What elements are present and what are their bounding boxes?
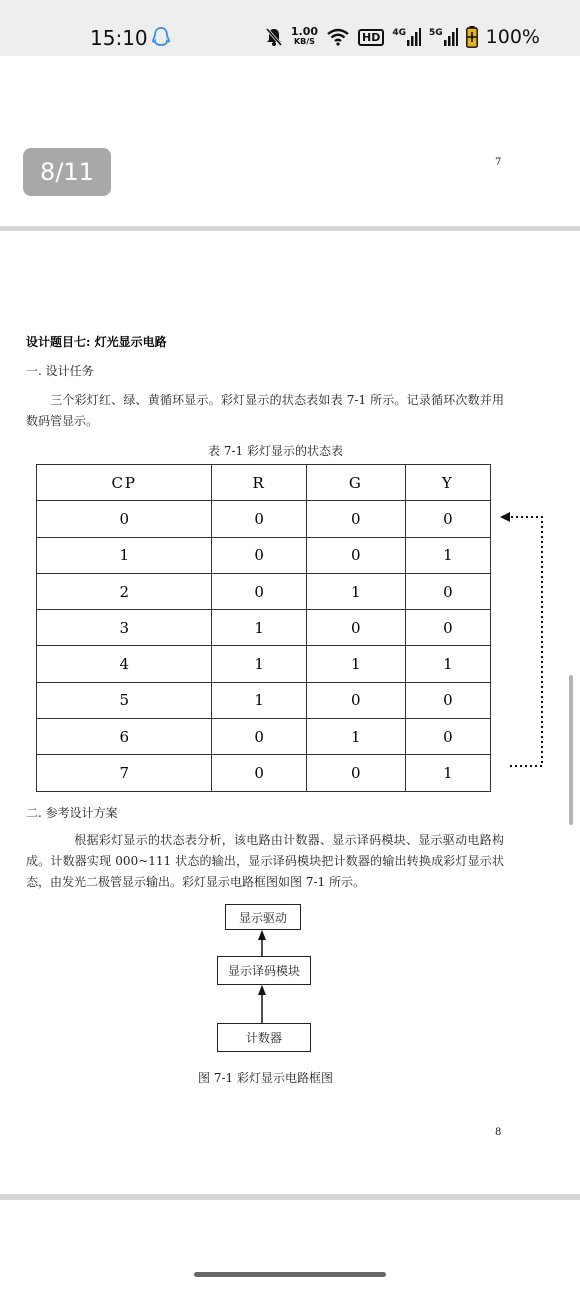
table-header-g: G <box>306 465 405 501</box>
table-row <box>37 610 491 646</box>
table-cell: 5 <box>37 682 212 718</box>
diagram-box-display-driver: 显示驱动 <box>225 904 301 930</box>
table-cell: 1 <box>405 755 490 791</box>
table-cell: 3 <box>37 610 212 646</box>
network-speed <box>291 27 318 47</box>
table-cell: 1 <box>37 537 212 573</box>
table-cell: 1 <box>405 646 490 682</box>
table-header-r: R <box>212 465 306 501</box>
battery-percent: 100% <box>485 26 540 48</box>
table-cell: 0 <box>405 573 490 609</box>
table-row <box>37 573 491 609</box>
diagram-caption: 图 7-1 彩灯显示电路框图 <box>198 1071 333 1085</box>
table-row <box>37 755 491 791</box>
section2-text: 根据彩灯显示的状态表分析，该电路由计数器、显示译码模块、显示驱动电路构成。计数器实现 000~111 状态的输出，显示译码模块把计数器的输出转换成彩灯显示状态，由发光二极管显示输出。彩灯显示电路框图如图 7-1 所示。 <box>26 833 504 889</box>
section2-paragraph <box>26 830 504 893</box>
signal-4g <box>392 28 421 46</box>
battery-charging-icon <box>466 26 478 48</box>
table-cell: 7 <box>37 755 212 791</box>
section1-title: 一. 设计任务 <box>26 364 94 378</box>
loop-back-arrow <box>496 505 548 775</box>
signal-5g-label: 5G <box>429 28 443 38</box>
scrollbar-thumb[interactable] <box>569 675 573 825</box>
signal-bars-icon <box>407 28 421 46</box>
table-cell: 1 <box>212 610 306 646</box>
table-cell: 1 <box>306 573 405 609</box>
table-cell: 0 <box>405 682 490 718</box>
table-row <box>37 501 491 537</box>
table-header-y: Y <box>405 465 490 501</box>
network-speed-value: 1.00 <box>290 25 319 38</box>
table-cell: 0 <box>212 501 306 537</box>
table-cell: 1 <box>212 682 306 718</box>
section2-title: 二. 参考设计方案 <box>26 806 118 820</box>
table-header-row <box>37 465 491 501</box>
table-cell: 1 <box>306 719 405 755</box>
table-cell: 0 <box>405 501 490 537</box>
hd-voice-badge: HD <box>358 29 384 46</box>
page-number-7: 7 <box>495 157 502 168</box>
table-cell: 0 <box>212 719 306 755</box>
signal-bars-icon <box>444 28 458 46</box>
table-cell: 1 <box>306 646 405 682</box>
state-table <box>36 464 491 792</box>
status-time: 15:10 <box>90 26 148 50</box>
table-cell: 0 <box>306 610 405 646</box>
design-title: 设计题目七: 灯光显示电路 <box>26 335 167 349</box>
table-cell: 1 <box>405 537 490 573</box>
table-row <box>37 682 491 718</box>
table-cell: 0 <box>306 501 405 537</box>
table-cell: 0 <box>306 682 405 718</box>
table-cell: 0 <box>212 537 306 573</box>
table-row <box>37 537 491 573</box>
bell-muted-icon <box>265 27 283 47</box>
table-caption: 表 7-1 彩灯显示的状态表 <box>208 444 343 458</box>
section1-paragraph <box>26 390 504 432</box>
status-bar <box>0 0 580 56</box>
table-cell: 0 <box>306 537 405 573</box>
table-cell: 0 <box>405 610 490 646</box>
status-icons <box>265 24 540 50</box>
table-cell: 0 <box>212 573 306 609</box>
table-cell: 4 <box>37 646 212 682</box>
table-cell: 0 <box>306 755 405 791</box>
table-header-cp: CP <box>37 465 212 501</box>
page-separator <box>0 226 580 231</box>
signal-5g <box>429 28 458 46</box>
diagram-box-decoder: 显示译码模块 <box>217 956 311 985</box>
page-indicator: 8/11 <box>23 148 111 196</box>
diagram-box-counter: 计数器 <box>217 1023 311 1052</box>
table-row <box>37 646 491 682</box>
page-separator <box>0 1194 580 1200</box>
wifi-icon <box>326 28 350 46</box>
table-cell: 2 <box>37 573 212 609</box>
section1-text: 三个彩灯红、绿、黄循环显示。彩灯显示的状态表如表 7-1 所示。记录循环次数并用数码管显示。 <box>26 393 504 428</box>
signal-4g-label: 4G <box>392 28 407 38</box>
table-cell: 0 <box>37 501 212 537</box>
qq-notification-icon <box>150 26 172 48</box>
table-cell: 0 <box>405 719 490 755</box>
page-number-8: 8 <box>495 1127 502 1138</box>
table-cell: 6 <box>37 719 212 755</box>
table-row <box>37 719 491 755</box>
home-indicator[interactable] <box>194 1272 386 1277</box>
table-cell: 0 <box>212 755 306 791</box>
table-cell: 1 <box>212 646 306 682</box>
network-speed-unit: KB/S <box>293 37 315 46</box>
